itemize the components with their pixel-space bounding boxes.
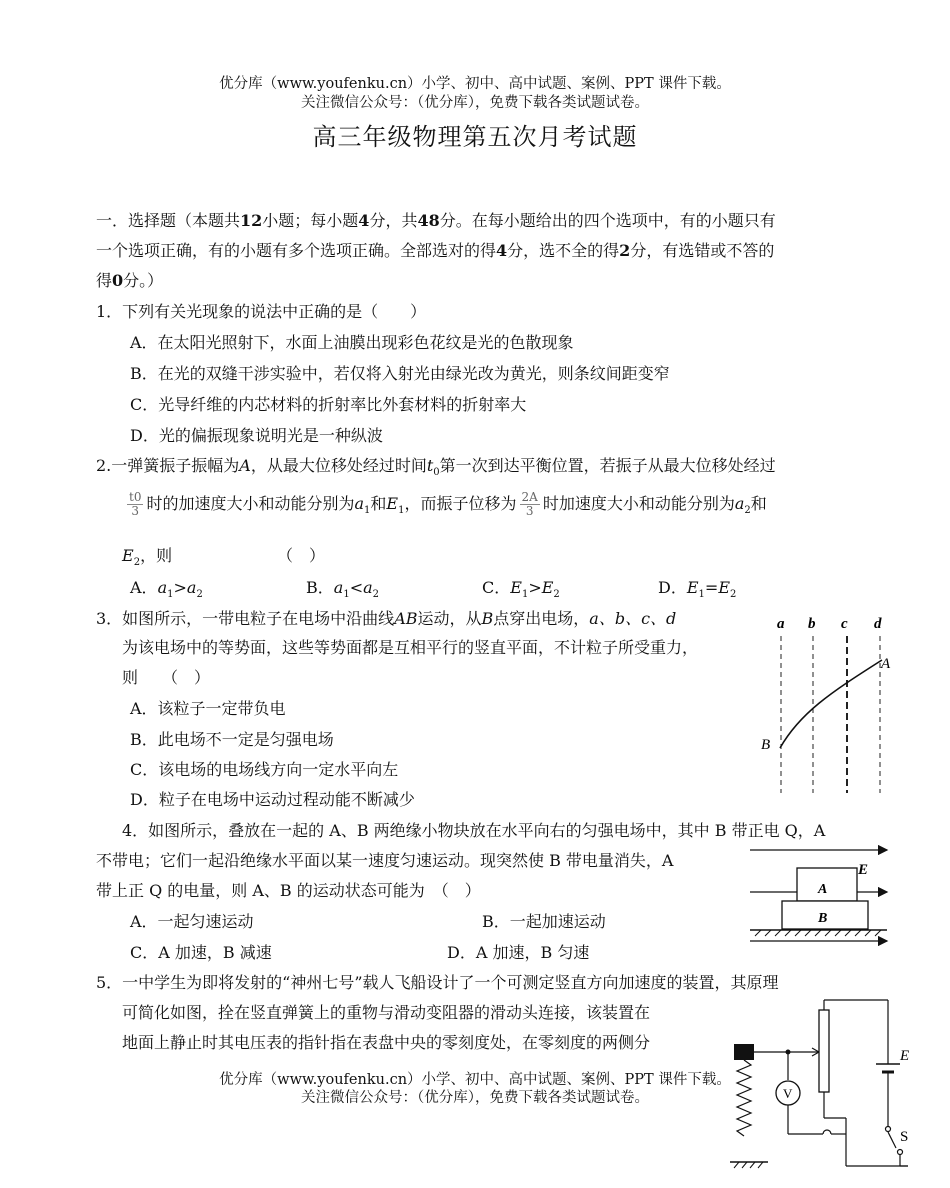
label-b: b (808, 616, 816, 632)
q3-option-a: A．该粒子一定带负电 (130, 699, 286, 718)
q4-stem-line-1: 4．如图所示，叠放在一起的 A、B 两绝缘小物块放在水平向右的匀强电场中，其中 B 带正电 Q，A (122, 821, 826, 840)
fraction-2a-over-3: $\frac{2A}{3}$ (521, 490, 538, 518)
q5-stem-line-2: 可简化如图，拴在竖直弹簧上的重物与滑动变阻器的滑动头连接，该装置在 (122, 1003, 651, 1022)
switch-contact-bottom (898, 1150, 903, 1155)
q1-stem: 1．下列有关光现象的说法中正确的是（ ） (96, 302, 427, 321)
q2-stem-line-2: $\frac{t0}{3}$ 时的加速度大小和动能分别为$a_1$和$E_1$，而振子位移为 $\frac{2A}{3}$ 时加速度大小和动能分别为$a_2$和 (129, 490, 767, 518)
page-title: 高三年级物理第五次月考试题 (312, 123, 638, 151)
q5-stem-line-1: 5．一中学生为即将发射的“神州七号”载人飞船设计了一个可测定竖直方向加速度的装置，其原理 (96, 973, 779, 992)
label-a: a (777, 616, 785, 632)
spring (737, 1060, 751, 1136)
q3-stem-line-2: 为该电场中的等势面，这些等势面都是互相平行的竖直平面，不计粒子所受重力， (122, 638, 699, 657)
q4-option-d: D．A 加速，B 匀速 (447, 943, 590, 962)
field-label-e: E (858, 862, 869, 878)
q2-answer-paren: （ ） (277, 546, 326, 565)
section-intro-line-2: 一个选项正确，有的小题有多个选项正确。全部选对的得4分，选不全的得2分，有选错或不答的 (96, 241, 775, 260)
base-hatch (734, 1162, 763, 1168)
q4-option-c: C．A 加速，B 减速 (130, 943, 272, 962)
point-b-label: B (761, 737, 771, 753)
q3-option-d: D．粒子在电场中运动过程动能不断减少 (130, 790, 415, 809)
battery-label: E (900, 1048, 910, 1064)
q3-stem-line-1: 3．如图所示，一带电粒子在电场中沿曲线AB运动，从B点穿出电场，a、b、c、d (96, 609, 677, 628)
q2-stem-line-3: $E_2$，则 (122, 546, 173, 569)
label-d: d (874, 616, 882, 632)
footer-line-1: 优分库（www.youfenku.cn）小学、初中、高中试题、案例、PPT 课件下载。 (219, 1072, 731, 1088)
q3-equipotential-figure (755, 608, 905, 796)
q1-option-d: D．光的偏振现象说明光是一种纵波 (130, 426, 383, 445)
q4-option-b: B．一起加速运动 (482, 912, 606, 931)
q2-stem-line-1: 2.一弹簧振子振幅为A，从最大位移处经过时间$t_0$第一次到达平衡位置，若振子从最大位移处经过 (96, 456, 776, 479)
label-c: c (841, 616, 848, 632)
weight-block (734, 1044, 754, 1060)
section-intro-line-3: 得0分。） (96, 271, 164, 290)
point-a-label: A (881, 656, 891, 672)
q3-option-c: C．该电场的电场线方向一定水平向左 (130, 760, 399, 779)
q1-option-b: B．在光的双缝干涉实验中，若仅将入射光由绿光改为黄光，则条纹间距变窄 (130, 364, 670, 383)
fraction-t0-over-3: $\frac{t0}{3}$ (129, 490, 142, 518)
switch-label: S (900, 1129, 909, 1145)
q3-option-b: B．此电场不一定是匀强电场 (130, 730, 334, 749)
rheostat (819, 1010, 829, 1092)
trajectory-ab (780, 660, 882, 748)
header-line-1: 优分库（www.youfenku.cn）小学、初中、高中试题、案例、PPT 课件下载。 (219, 76, 731, 92)
block-a-label: A (818, 882, 828, 897)
q2-option-d: D．$E_1=E_2$ (658, 578, 737, 601)
footer-line-2: 关注微信公众号：（优分库），免费下载各类试题试卷。 (301, 1090, 649, 1106)
block-b-label: B (818, 911, 828, 926)
q4-option-a: A．一起匀速运动 (130, 912, 254, 931)
q5-circuit-figure (728, 998, 920, 1178)
ground-hatch (755, 930, 881, 936)
q4-blocks-figure (745, 838, 895, 956)
q4-stem-line-3: 带上正 Q 的电量，则 A、B 的运动状态可能为 （ ） (96, 881, 481, 900)
q2-option-a: A．$a_1>a_2$ (130, 578, 203, 601)
q1-option-a: A．在太阳光照射下，水面上油膜出现彩色花纹是光的色散现象 (130, 333, 574, 352)
q5-stem-line-3: 地面上静止时其电压表的指针指在表盘中央的零刻度处，在零刻度的两侧分 (122, 1033, 651, 1052)
q1-option-c: C．光导纤维的内芯材料的折射率比外套材料的折射率大 (130, 395, 527, 414)
wire-crossover (823, 1130, 831, 1134)
q2-option-c: C．$E_1>E_2$ (482, 578, 560, 601)
header-line-2: 关注微信公众号：（优分库），免费下载各类试题试卷。 (301, 95, 649, 111)
voltmeter-label: V (783, 1086, 793, 1101)
q3-stem-line-3: 则 （ ） (122, 668, 211, 687)
switch-contact-top (886, 1127, 891, 1132)
q2-option-b: B．$a_1<a_2$ (306, 578, 380, 601)
switch-lever (888, 1132, 896, 1148)
section-intro-line-1: 一．选择题（本题共12小题；每小题4分，共48分。在每小题给出的四个选项中，有的小题只有 (96, 211, 776, 230)
q4-stem-line-2: 不带电；它们一起沿绝缘水平面以某一速度匀速运动。现突然使 B 带电量消失，A (96, 851, 674, 870)
